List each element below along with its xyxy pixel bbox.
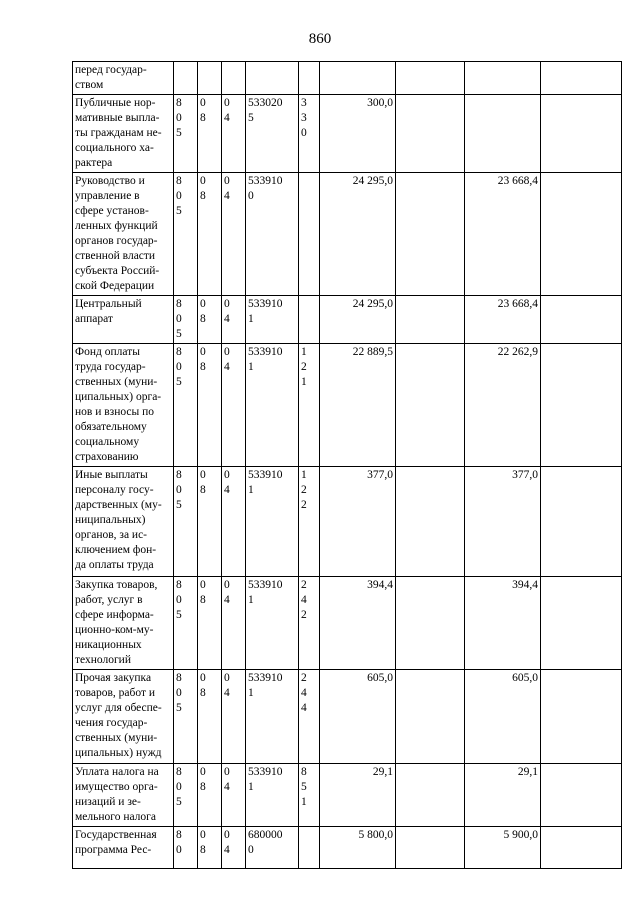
code-target-cell: 533910 0	[246, 173, 299, 296]
code-section-cell: 0 8	[198, 344, 222, 467]
amount-cell-4	[541, 467, 622, 577]
table-row	[73, 95, 622, 173]
row-name-cell: Центральный аппарат	[73, 296, 174, 344]
budget-table	[72, 61, 622, 869]
code-ministry-cell: 8 0 5	[174, 344, 198, 467]
amount-cell-4	[541, 296, 622, 344]
code-ministry-cell: 8 0 5	[174, 173, 198, 296]
code-target-cell: 533910 1	[246, 577, 299, 670]
code-expense-type-cell: 3 3 0	[299, 95, 320, 173]
code-ministry-cell	[174, 62, 198, 95]
code-section-cell	[198, 62, 222, 95]
row-name-cell: Прочая закупка товаров, работ и услуг для обеспе- чения государ- ственных (муни- ципальных) нужд	[73, 670, 174, 764]
amount-cell-2	[396, 296, 465, 344]
amount-cell-3	[465, 62, 541, 95]
code-subsection-cell: 0 4	[222, 467, 246, 577]
amount-cell-4	[541, 62, 622, 95]
amount-cell-3: 23 668,4	[465, 173, 541, 296]
code-section-cell: 0 8	[198, 296, 222, 344]
row-name-cell: перед государ- ством	[73, 62, 174, 95]
amount-cell-4	[541, 577, 622, 670]
code-subsection-cell: 0 4	[222, 173, 246, 296]
code-target-cell: 533910 1	[246, 467, 299, 577]
code-subsection-cell: 0 4	[222, 95, 246, 173]
code-expense-type-cell	[299, 296, 320, 344]
row-name-cell: Закупка товаров, работ, услуг в сфере информа- ционно-ком-му- никационных технологий	[73, 577, 174, 670]
code-ministry-cell: 8 0 5	[174, 467, 198, 577]
amount-cell-3: 29,1	[465, 764, 541, 827]
code-expense-type-cell: 1 2 2	[299, 467, 320, 577]
amount-cell-1: 5 800,0	[320, 827, 396, 869]
code-target-cell: 680000 0	[246, 827, 299, 869]
amount-cell-2	[396, 173, 465, 296]
code-expense-type-cell: 8 5 1	[299, 764, 320, 827]
code-ministry-cell: 8 0 5	[174, 95, 198, 173]
code-ministry-cell: 8 0	[174, 827, 198, 869]
amount-cell-3: 23 668,4	[465, 296, 541, 344]
table-row	[73, 577, 622, 670]
table-row	[73, 827, 622, 869]
amount-cell-4	[541, 670, 622, 764]
amount-cell-2	[396, 670, 465, 764]
row-name-cell: Публичные нор- мативные выпла- ты гражданам не- социального ха- рактера	[73, 95, 174, 173]
code-section-cell: 0 8	[198, 827, 222, 869]
amount-cell-3: 5 900,0	[465, 827, 541, 869]
code-expense-type-cell: 2 4 4	[299, 670, 320, 764]
amount-cell-3: 394,4	[465, 577, 541, 670]
amount-cell-3	[465, 95, 541, 173]
amount-cell-2	[396, 467, 465, 577]
table-row	[73, 344, 622, 467]
code-expense-type-cell: 2 4 2	[299, 577, 320, 670]
code-target-cell	[246, 62, 299, 95]
code-section-cell: 0 8	[198, 670, 222, 764]
table-row	[73, 764, 622, 827]
code-ministry-cell: 8 0 5	[174, 764, 198, 827]
row-name-cell: Руководство и управление в сфере установ- ленных функций органов государ- ственной власти субъекта Россий- ской Федерации	[73, 173, 174, 296]
amount-cell-4	[541, 95, 622, 173]
amount-cell-1: 29,1	[320, 764, 396, 827]
code-subsection-cell: 0 4	[222, 577, 246, 670]
code-subsection-cell: 0 4	[222, 670, 246, 764]
code-expense-type-cell	[299, 62, 320, 95]
code-expense-type-cell	[299, 827, 320, 869]
amount-cell-4	[541, 764, 622, 827]
row-name-cell: Фонд оплаты труда государ- ственных (муни- ципальных) орга- нов и взносы по обязательному социальному страхованию	[73, 344, 174, 467]
code-target-cell: 533020 5	[246, 95, 299, 173]
amount-cell-1: 605,0	[320, 670, 396, 764]
table-row	[73, 173, 622, 296]
code-ministry-cell: 8 0 5	[174, 577, 198, 670]
amount-cell-3: 22 262,9	[465, 344, 541, 467]
amount-cell-2	[396, 95, 465, 173]
code-ministry-cell: 8 0 5	[174, 670, 198, 764]
amount-cell-1: 394,4	[320, 577, 396, 670]
amount-cell-1: 377,0	[320, 467, 396, 577]
table-row	[73, 62, 622, 95]
code-subsection-cell	[222, 62, 246, 95]
code-section-cell: 0 8	[198, 577, 222, 670]
amount-cell-3: 377,0	[465, 467, 541, 577]
amount-cell-2	[396, 827, 465, 869]
table-row	[73, 467, 622, 577]
page-number: 860	[308, 31, 332, 47]
amount-cell-1: 24 295,0	[320, 296, 396, 344]
table-row	[73, 670, 622, 764]
code-subsection-cell: 0 4	[222, 296, 246, 344]
amount-cell-2	[396, 62, 465, 95]
code-section-cell: 0 8	[198, 173, 222, 296]
code-subsection-cell: 0 4	[222, 764, 246, 827]
amount-cell-2	[396, 344, 465, 467]
code-expense-type-cell	[299, 173, 320, 296]
amount-cell-1	[320, 62, 396, 95]
code-target-cell: 533910 1	[246, 670, 299, 764]
amount-cell-1: 300,0	[320, 95, 396, 173]
amount-cell-4	[541, 344, 622, 467]
row-name-cell: Государственная программа Рес-	[73, 827, 174, 869]
amount-cell-3: 605,0	[465, 670, 541, 764]
amount-cell-2	[396, 764, 465, 827]
code-subsection-cell: 0 4	[222, 827, 246, 869]
code-section-cell: 0 8	[198, 764, 222, 827]
amount-cell-1: 22 889,5	[320, 344, 396, 467]
amount-cell-4	[541, 827, 622, 869]
code-ministry-cell: 8 0 5	[174, 296, 198, 344]
row-name-cell: Иные выплаты персоналу госу- дарственных (му- ниципальных) органов, за ис- ключением фон- да оплаты труда	[73, 467, 174, 577]
code-target-cell: 533910 1	[246, 764, 299, 827]
code-subsection-cell: 0 4	[222, 344, 246, 467]
code-section-cell: 0 8	[198, 467, 222, 577]
code-target-cell: 533910 1	[246, 296, 299, 344]
code-expense-type-cell: 1 2 1	[299, 344, 320, 467]
code-target-cell: 533910 1	[246, 344, 299, 467]
row-name-cell: Уплата налога на имущество орга- низаций и зе- мельного налога	[73, 764, 174, 827]
code-section-cell: 0 8	[198, 95, 222, 173]
amount-cell-1: 24 295,0	[320, 173, 396, 296]
amount-cell-2	[396, 577, 465, 670]
table-row	[73, 296, 622, 344]
amount-cell-4	[541, 173, 622, 296]
